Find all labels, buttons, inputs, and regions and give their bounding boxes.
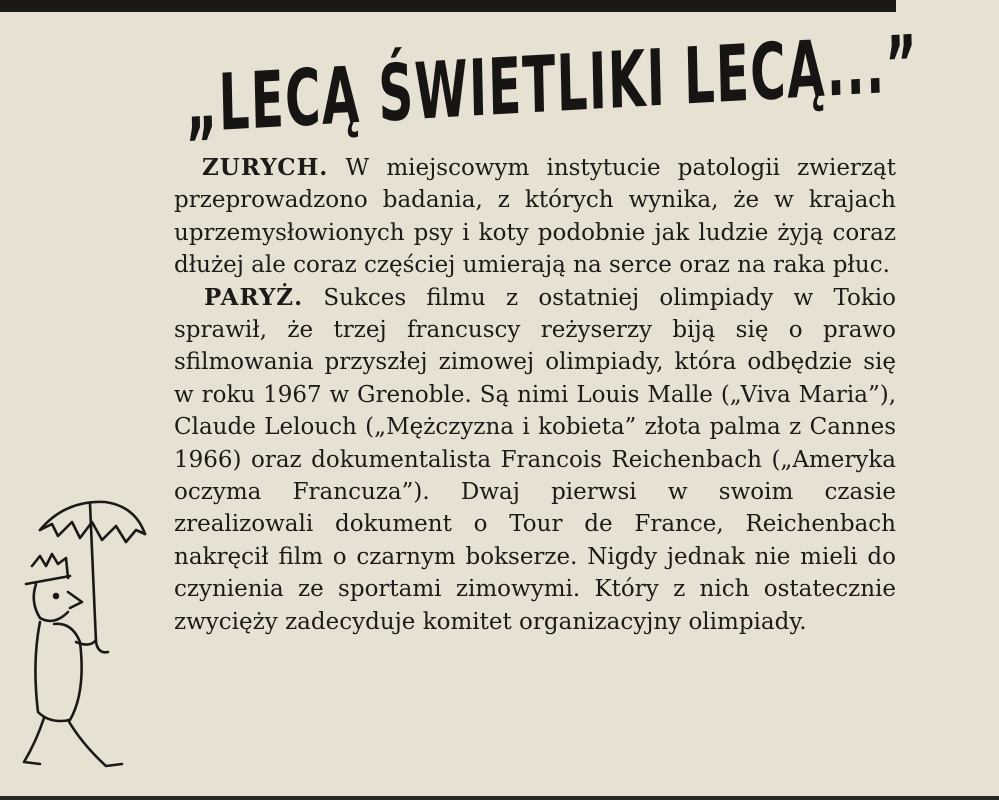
article-body: [174, 152, 896, 638]
bottom-rule: [0, 796, 999, 800]
article-text: W miejscowym instytucie patologii zwierząt przeprowadzono badania, z których wynika, że w krajach uprzemysłowionych psy i koty podobnie jak ludzie żyją coraz dłużej ale coraz częściej umierają na serce oraz na raka płuc.: [174, 155, 896, 279]
headline-text: „LECĄ ŚWIETLIKI LECĄ...”: [184, 19, 920, 151]
top-rule: [0, 0, 896, 12]
article-zurych: [174, 152, 896, 282]
headline: [184, 19, 920, 151]
article-text: Sukces filmu z ostatniej olimpiady w Tokio sprawił, że trzej francuscy reżyserzy biją się o prawo sfilmowania przyszłej zimowej olimpiady, która odbędzie się w roku 1967 w Grenoble. Są nimi Louis Malle („Viva Maria”), Claude Lelouch („Mężczyzna i kobieta” złota palma z Cannes 1966) oraz dokumentalista Francois Reichenbach („Ameryka oczyma Francuza”). Dwaj pierwsi w swoim czasie zrealizowali dokument o Tour de France, Reichenbach nakręcił film o czarnym bokserze. Nigdy jednak nie mieli do czynienia ze sportami zimowymi. Który z nich ostatecznie zwycięży zadecyduje komitet organizacyjny olimpiady.: [174, 284, 896, 635]
city-label: PARYŻ.: [204, 283, 304, 311]
article-paryz: [174, 282, 896, 638]
man-with-umbrella-icon: [10, 492, 160, 792]
city-label: ZURYCH.: [202, 154, 329, 181]
